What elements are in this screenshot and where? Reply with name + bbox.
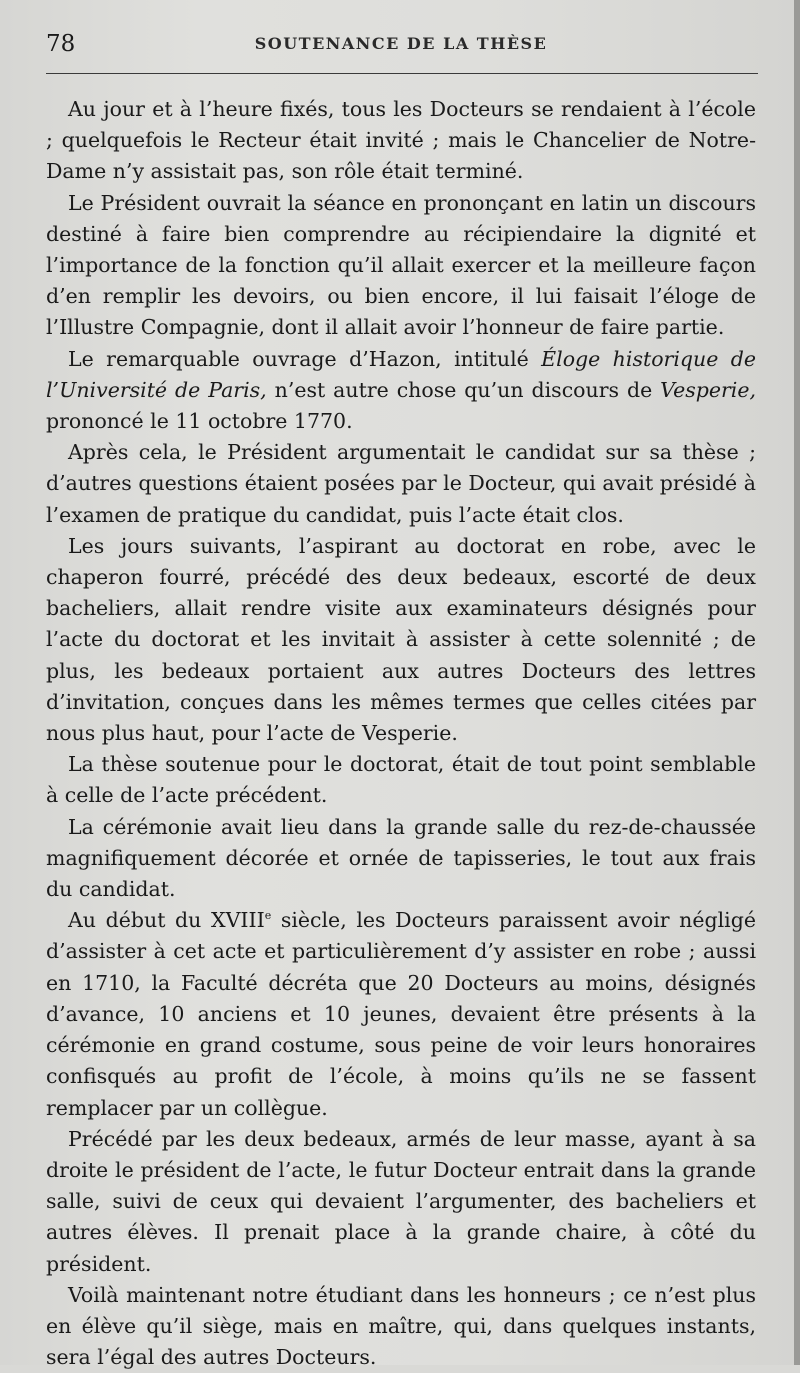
- paragraph: Après cela, le Président argumentait le candidat sur sa thèse ; d’autres questions étaient posées par le Docteur, qui avait présidé à l’examen de pratique du candidat, puis l’acte était clos.: [46, 440, 756, 527]
- paragraph: [46, 905, 756, 1123]
- paragraph: [46, 344, 756, 438]
- header-rule: [46, 73, 758, 74]
- page-header: [46, 28, 756, 68]
- superscript: e: [264, 909, 272, 923]
- italic-term: Vesperie,: [660, 377, 757, 402]
- running-head: SOUTENANCE DE LA THÈSE: [254, 34, 548, 53]
- paragraph-text: siècle, les Docteurs paraissent avoir négligé d’assister à cet acte et particulièrement d’y assister en robe ; aussi en 1710, la Faculté décréta que 20 Docteurs au moins, désignés d’avance, 10 anciens et 10 jeunes, devaient être présents à la cérémonie en grand costume, sous peine de voir leurs honoraires confisqués au profit de l’école, à moins qu’ils ne se fassent remplacer par un collègue.: [46, 908, 756, 1120]
- paragraph: Voilà maintenant notre étudiant dans les honneurs ; ce n’est plus en élève qu’il siège, mais en maître, qui, dans quelques instants, sera l’égal des autres Docteurs.: [46, 1282, 756, 1370]
- paragraph: Au jour et à l’heure fixés, tous les Docteurs se rendaient à l’école ; quelquefois le Recteur était invité ; mais le Chancelier de Notre-Dame n’y assistait pas, son rôle était terminé.: [46, 97, 756, 184]
- paragraph: Les jours suivants, l’aspirant au doctorat en robe, avec le chaperon fourré, précédé des deux bedeaux, escorté de deux bacheliers, allait rendre visite aux examinateurs désignés pour l’acte du doctorat et les invitait à assister à cette solennité ; de plus, les bedeaux portaient aux autres Docteurs des lettres d’invitation, conçues dans les mêmes termes que celles citées par nous plus haut, pour l’acte de Vesperie.: [46, 533, 756, 746]
- page-edge: [794, 0, 800, 1365]
- paragraph: Le Président ouvrait la séance en prononçant en latin un discours destiné à faire bien comprendre au récipiendaire la dignité et l’importance de la fonction qu’il allait exercer et la meilleure façon d’en remplir les devoirs, ou bien encore, il lui faisait l’éloge de l’Illustre Compagnie, dont il allait avoir l’honneur de faire partie.: [46, 190, 756, 340]
- page-number: 78: [46, 31, 76, 57]
- paragraph: Précédé par les deux bedeaux, armés de leur masse, ayant à sa droite le président de l’acte, le futur Docteur entrait dans la grande salle, suivi de ceux qui devaient l’argumenter, des bacheliers et autres élèves. Il prenait place à la grande chaire, à côté du président.: [46, 1126, 756, 1276]
- paragraph-text: n’est autre chose qu’un discours de: [266, 377, 661, 402]
- paragraph: La thèse soutenue pour le doctorat, était de tout point semblable à celle de l’acte précédent.: [46, 752, 756, 808]
- body-text: [46, 94, 756, 1373]
- paragraph: La cérémonie avait lieu dans la grande salle du rez-de-chaussée magnifiquement décorée et ornée de tapisseries, le tout aux frais du candidat.: [46, 814, 756, 902]
- paragraph-text: prononcé le 11 octobre 1770.: [46, 409, 353, 434]
- paragraph-text: Au début du XVIII: [68, 908, 265, 933]
- book-title: Éloge historique de l’Université de Paris,: [46, 346, 757, 402]
- paragraph-text: Le remarquable ouvrage d’Hazon, intitulé: [68, 346, 542, 371]
